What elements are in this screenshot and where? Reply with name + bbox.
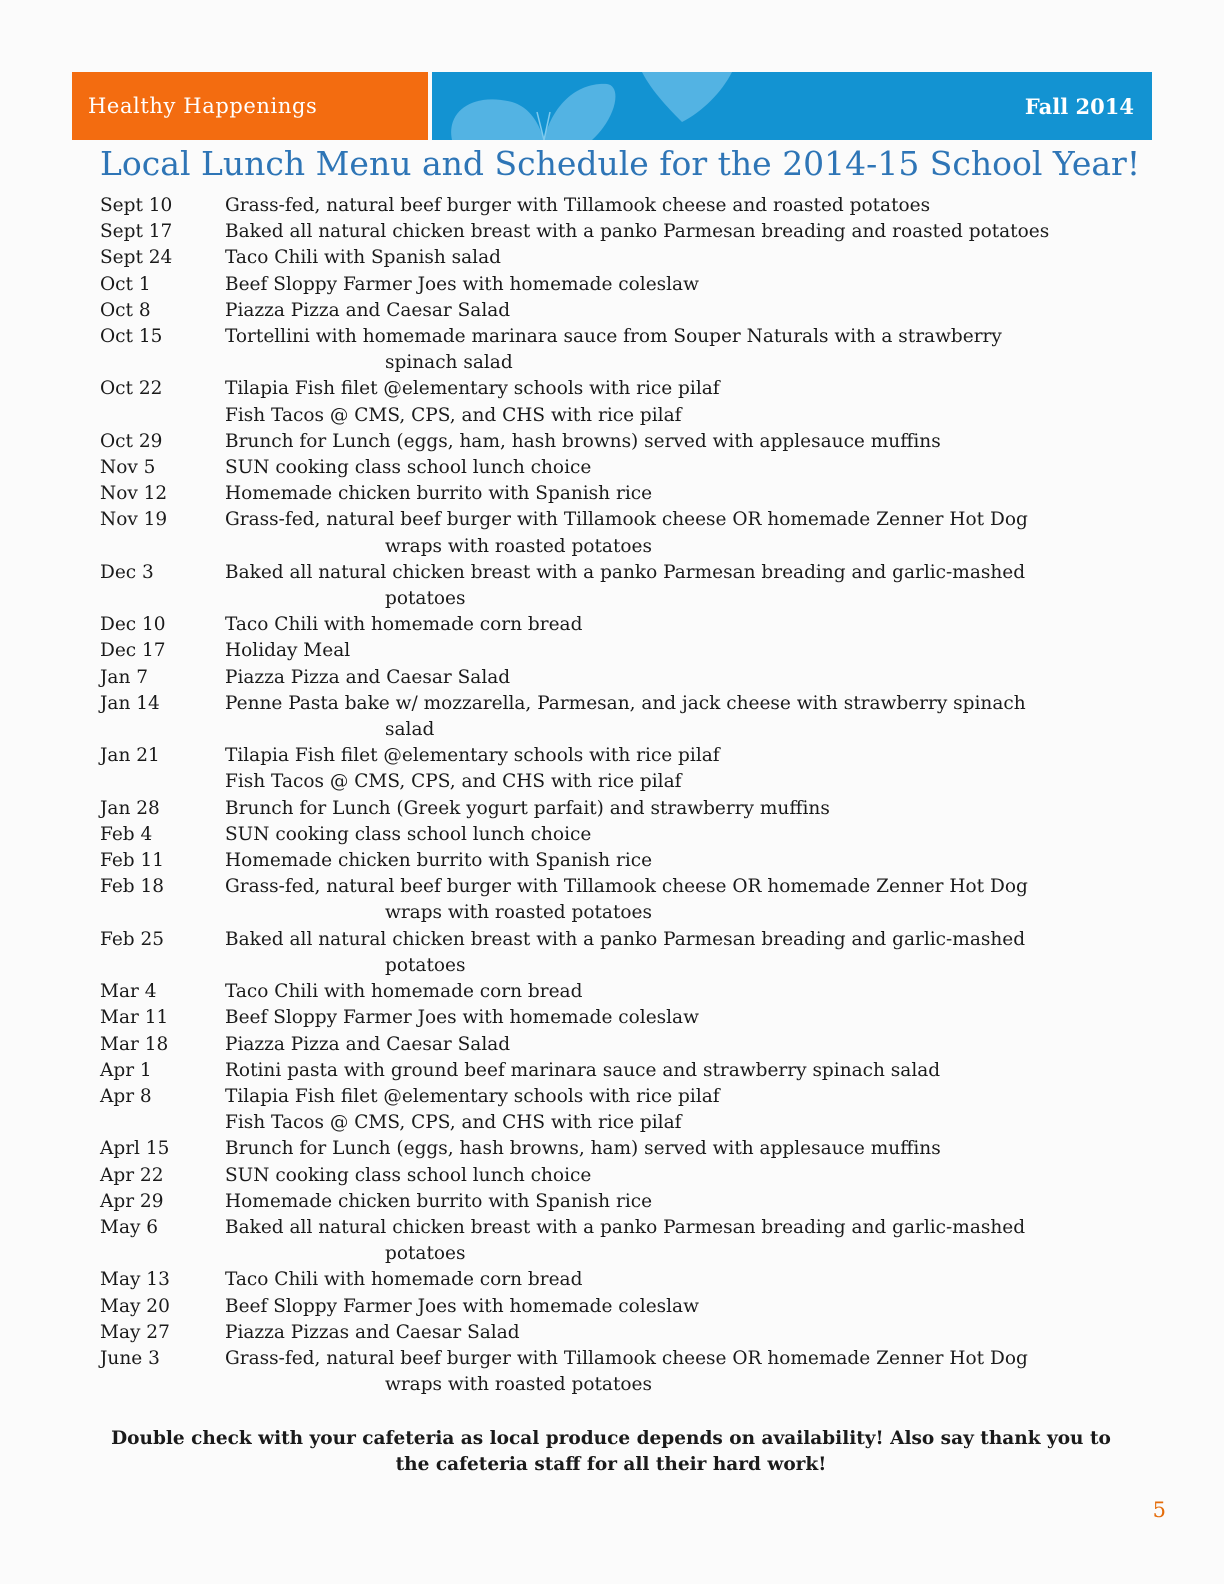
issue-label: Fall 2014 [1024, 94, 1134, 119]
menu-entry [100, 219, 1120, 245]
menu-item-description: Tilapia Fish filet @elementary schools with rice pilaf [225, 1085, 720, 1107]
menu-date: Jan 21 [100, 745, 160, 767]
menu-item-continuation: potatoes [385, 1243, 466, 1265]
menu-item-continuation: wraps with roasted potatoes [385, 1374, 652, 1396]
menu-entry [100, 1346, 1120, 1398]
menu-entry [100, 324, 1120, 376]
menu-entry [100, 560, 1120, 612]
menu-date: Nov 5 [100, 457, 156, 479]
menu-date: Apr 29 [100, 1190, 164, 1212]
menu-entry [100, 1189, 1120, 1215]
menu-date: Oct 1 [100, 273, 151, 295]
menu-entry [100, 193, 1120, 219]
menu-item-description: Grass-fed, natural beef burger with Tillamook cheese OR homemade Zenner Hot Dog [225, 1347, 1028, 1369]
menu-item-continuation: salad [385, 719, 435, 741]
menu-entry [100, 743, 1120, 795]
menu-item-description: Brunch for Lunch (eggs, hash browns, ham) served with applesauce muffins [225, 1138, 941, 1160]
menu-item-description: Tortellini with homemade marinara sauce from Souper Naturals with a strawberry [225, 326, 1002, 348]
menu-date: Apr 1 [100, 1059, 152, 1081]
menu-date: June 3 [100, 1347, 160, 1369]
menu-item-description: Fish Tacos @ CMS, CPS, and CHS with rice pilaf [225, 404, 682, 426]
menu-entry [100, 1294, 1120, 1320]
menu-item-description: Fish Tacos @ CMS, CPS, and CHS with rice pilaf [225, 1112, 682, 1134]
menu-item-description: Brunch for Lunch (eggs, ham, hash browns) served with applesauce muffins [225, 430, 941, 452]
menu-date: Nov 19 [100, 509, 168, 531]
menu-item-description: Piazza Pizza and Caesar Salad [225, 666, 511, 688]
menu-entry [100, 429, 1120, 455]
menu-entry [100, 874, 1120, 926]
menu-item-description: Baked all natural chicken breast with a panko Parmesan breading and garlic-mashed [225, 561, 1026, 583]
menu-entry [100, 1136, 1120, 1162]
menu-item-continuation: potatoes [385, 954, 466, 976]
menu-date: Dec 3 [100, 561, 154, 583]
menu-entry [100, 245, 1120, 271]
menu-item-continuation: wraps with roasted potatoes [385, 902, 652, 924]
menu-entry [100, 272, 1120, 298]
menu-date: May 20 [100, 1295, 170, 1317]
menu-item-description: Baked all natural chicken breast with a panko Parmesan breading and garlic-mashed [225, 928, 1026, 950]
menu-item-description: SUN cooking class school lunch choice [225, 823, 592, 845]
menu-date: May 13 [100, 1269, 170, 1291]
menu-item-description: Homemade chicken burrito with Spanish rice [225, 850, 653, 872]
menu-date: Oct 29 [100, 430, 163, 452]
menu-item-description: Grass-fed, natural beef burger with Tillamook cheese and roasted potatoes [225, 195, 931, 216]
menu-date: Mar 18 [100, 1033, 169, 1055]
menu-date: Feb 25 [100, 928, 165, 950]
menu-item-description: Piazza Pizza and Caesar Salad [225, 299, 511, 321]
menu-date: May 6 [100, 1216, 159, 1238]
menu-item-description: Holiday Meal [225, 640, 351, 662]
lunch-menu-list [100, 193, 1120, 1398]
menu-entry [100, 665, 1120, 691]
menu-date: Sept 17 [100, 221, 173, 243]
menu-date: Jan 14 [100, 692, 160, 714]
menu-entry [100, 979, 1120, 1005]
menu-entry [100, 1005, 1120, 1031]
menu-item-description: Homemade chicken burrito with Spanish rice [225, 483, 653, 505]
menu-entry [100, 507, 1120, 559]
menu-item-description: Brunch for Lunch (Greek yogurt parfait) and strawberry muffins [225, 797, 830, 819]
menu-date: Nov 12 [100, 483, 168, 505]
menu-item-description: Homemade chicken burrito with Spanish rice [225, 1190, 653, 1212]
menu-item-description: Taco Chili with homemade corn bread [225, 981, 583, 1003]
menu-date: Jan 28 [100, 797, 160, 819]
menu-entry [100, 1163, 1120, 1189]
menu-entry [100, 298, 1120, 324]
menu-date: Apr 8 [100, 1085, 152, 1107]
menu-item-description: Beef Sloppy Farmer Joes with homemade coleslaw [225, 1295, 699, 1317]
menu-item-continuation: wraps with roasted potatoes [385, 535, 652, 557]
menu-entry [100, 638, 1120, 664]
menu-date: Mar 4 [100, 981, 157, 1003]
menu-date: Jan 7 [100, 666, 149, 688]
menu-date: Feb 4 [100, 823, 153, 845]
page-title: Local Lunch Menu and Schedule for the 2014-15 School Year! [100, 144, 1141, 183]
menu-entry [100, 376, 1120, 428]
menu-date: Sept 10 [100, 195, 173, 216]
menu-item-description: SUN cooking class school lunch choice [225, 457, 592, 479]
menu-item-description: Taco Chili with homemade corn bread [225, 614, 583, 636]
menu-entry [100, 1032, 1120, 1058]
newsletter-name: Healthy Happenings [88, 94, 318, 118]
menu-entry [100, 1320, 1120, 1346]
menu-entry [100, 848, 1120, 874]
menu-date: Oct 8 [100, 299, 151, 321]
menu-entry [100, 1267, 1120, 1293]
menu-item-description: Tilapia Fish filet @elementary schools with rice pilaf [225, 745, 720, 767]
menu-entry [100, 796, 1120, 822]
menu-entry [100, 612, 1120, 638]
menu-item-description: SUN cooking class school lunch choice [225, 1164, 592, 1186]
menu-entry [100, 691, 1120, 743]
footer-note: Double check with your cafeteria as local produce depends on availability! Also say thank you to the cafeteria staff for all their hard work! [111, 1428, 1111, 1475]
menu-entry [100, 1215, 1120, 1267]
menu-item-description: Grass-fed, natural beef burger with Tillamook cheese OR homemade Zenner Hot Dog [225, 509, 1028, 531]
menu-entry [100, 822, 1120, 848]
menu-entry [100, 927, 1120, 979]
menu-item-description: Beef Sloppy Farmer Joes with homemade coleslaw [225, 1007, 699, 1029]
menu-item-description: Grass-fed, natural beef burger with Tillamook cheese OR homemade Zenner Hot Dog [225, 876, 1028, 898]
menu-entry [100, 1084, 1120, 1136]
header-left-panel [72, 72, 428, 140]
menu-date: Aprl 15 [100, 1138, 170, 1160]
menu-item-description: Taco Chili with homemade corn bread [225, 1269, 583, 1291]
menu-item-description: Beef Sloppy Farmer Joes with homemade coleslaw [225, 273, 699, 295]
menu-entry [100, 1058, 1120, 1084]
menu-item-description: Taco Chili with Spanish salad [225, 247, 501, 269]
menu-item-description: Baked all natural chicken breast with a panko Parmesan breading and roasted potatoes [225, 221, 1050, 243]
menu-item-continuation: spinach salad [385, 352, 513, 374]
menu-date: Oct 22 [100, 378, 163, 400]
page-number: 5 [1152, 1498, 1166, 1522]
menu-date: May 27 [100, 1321, 170, 1343]
menu-date: Feb 11 [100, 850, 165, 872]
header-right-panel [432, 72, 1152, 140]
menu-date: Mar 11 [100, 1007, 169, 1029]
menu-date: Sept 24 [100, 247, 173, 269]
menu-entry [100, 455, 1120, 481]
menu-item-continuation: potatoes [385, 588, 466, 610]
menu-date: Dec 17 [100, 640, 166, 662]
menu-date: Dec 10 [100, 614, 166, 636]
menu-date: Oct 15 [100, 326, 163, 348]
menu-item-description: Piazza Pizza and Caesar Salad [225, 1033, 511, 1055]
menu-item-description: Rotini pasta with ground beef marinara sauce and strawberry spinach salad [225, 1059, 941, 1081]
menu-item-description: Baked all natural chicken breast with a panko Parmesan breading and garlic-mashed [225, 1216, 1026, 1238]
menu-date: Apr 22 [100, 1164, 164, 1186]
menu-item-description: Piazza Pizzas and Caesar Salad [225, 1321, 520, 1343]
menu-item-description: Fish Tacos @ CMS, CPS, and CHS with rice pilaf [225, 771, 682, 793]
header-banner [72, 72, 1152, 140]
menu-date: Feb 18 [100, 876, 165, 898]
menu-entry [100, 481, 1120, 507]
menu-item-description: Penne Pasta bake w/ mozzarella, Parmesan, and jack cheese with strawberry spinach [225, 692, 1026, 714]
menu-item-description: Tilapia Fish filet @elementary schools with rice pilaf [225, 378, 720, 400]
